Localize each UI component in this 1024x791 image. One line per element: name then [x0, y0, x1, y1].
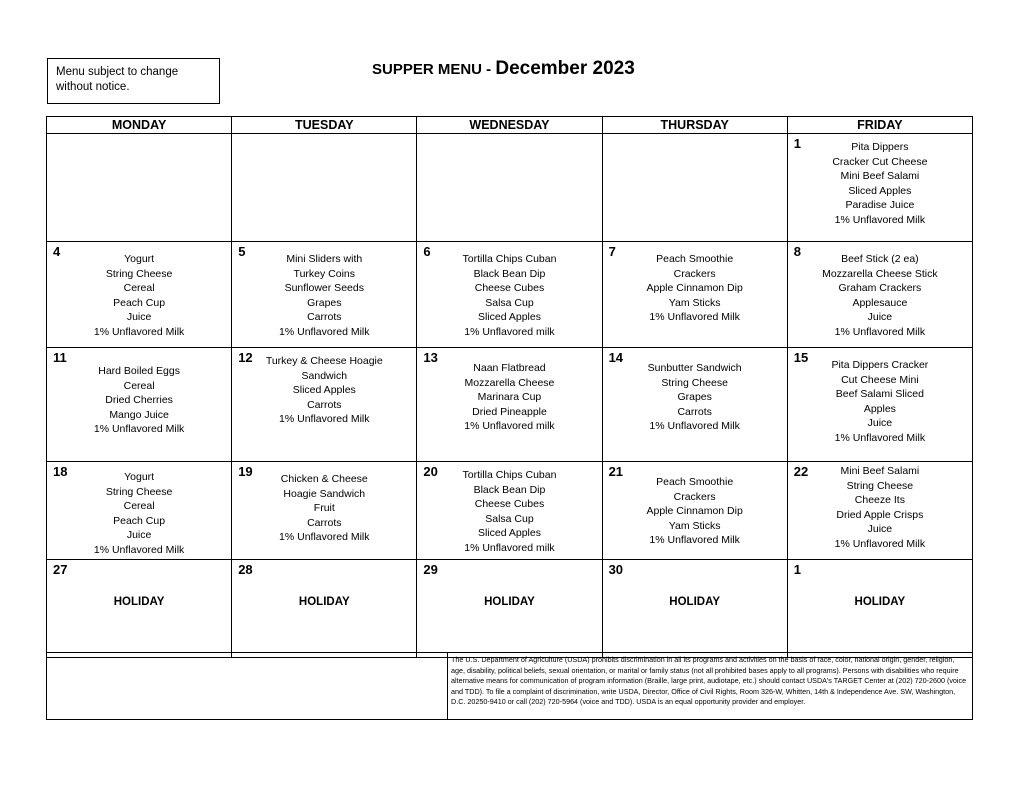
day-number: 8: [793, 244, 801, 259]
menu-item: Mango Juice: [109, 408, 169, 421]
menu-item: Sliced Apples: [477, 527, 541, 539]
day-cell-content: [47, 560, 231, 657]
menu-item-list: [788, 134, 972, 227]
menu-item: Black Bean Dip: [473, 267, 546, 280]
day-cell-content: [47, 242, 231, 347]
day-cell: [417, 134, 602, 242]
menu-item: Peach Cup: [113, 296, 166, 309]
day-cell-content: [417, 560, 601, 657]
menu-item: Cheese Cubes: [474, 282, 545, 294]
day-cell-content: [603, 462, 787, 559]
menu-item-list: [47, 242, 231, 339]
menu-item: Hoagie Sandwich: [283, 487, 366, 500]
day-number: 27: [53, 562, 68, 577]
day-cell-content: [788, 462, 972, 559]
day-cell-content: [47, 462, 231, 559]
day-number: 22: [793, 464, 809, 479]
menu-item: Marinara Cup: [477, 391, 542, 403]
menu-item-list: [603, 242, 787, 325]
day-number: 13: [423, 350, 438, 365]
page-title: [372, 58, 635, 80]
day-cell-content: [232, 462, 416, 559]
day-cell-content: [417, 462, 601, 559]
menu-item: Yogurt: [124, 471, 155, 483]
weekday-friday: FRIDAY: [787, 117, 972, 134]
menu-item: Mozzarella Cheese: [464, 376, 555, 389]
day-cell: [417, 560, 602, 658]
menu-item: 1% Unflavored Milk: [649, 311, 740, 323]
menu-item: Apple Cinnamon Dip: [646, 282, 743, 294]
day-number: 1: [793, 136, 801, 151]
menu-item: Cheeze Its: [854, 494, 905, 506]
menu-item-list: [47, 462, 231, 557]
day-cell: [232, 242, 417, 348]
day-cell: [232, 134, 417, 242]
menu-item: Beef Stick (2 ea): [841, 253, 919, 265]
notice-box: Menu subject to change without notice.: [47, 58, 220, 104]
menu-item: Naan Flatbread: [473, 362, 546, 374]
day-number: 1: [793, 562, 801, 577]
holiday-label: HOLIDAY: [854, 596, 906, 608]
menu-item: Carrots: [307, 311, 342, 323]
menu-item: Apple Cinnamon Dip: [646, 505, 743, 517]
day-number: 21: [608, 464, 624, 479]
menu-item: Juice: [867, 311, 893, 323]
day-cell: [602, 348, 787, 462]
day-cell: [47, 242, 232, 348]
menu-item: 1% Unflavored Milk: [834, 325, 926, 338]
weekday-tuesday: TUESDAY: [232, 117, 417, 134]
menu-item: String Cheese: [105, 485, 173, 498]
menu-item: 1% Unflavored milk: [464, 420, 555, 432]
day-cell: [602, 242, 787, 348]
day-cell: [602, 134, 787, 242]
holiday-label: HOLIDAY: [669, 596, 720, 608]
day-cell-content: [417, 134, 601, 241]
menu-item: 1% Unflavored Milk: [834, 537, 926, 550]
menu-item: 1% Unflavored Milk: [649, 534, 740, 546]
menu-item-list: [788, 462, 972, 551]
menu-item: Juice: [126, 311, 152, 323]
menu-item: 1% Unflavored Milk: [93, 325, 185, 338]
day-cell-content: [232, 348, 416, 461]
menu-item-list: [232, 462, 416, 545]
week-row: [47, 560, 973, 658]
menu-item: Juice: [867, 523, 893, 535]
menu-item: Sliced Apples: [292, 384, 356, 396]
menu-item: 1% Unflavored Milk: [279, 325, 370, 338]
menu-item: 1% Unflavored Milk: [279, 413, 370, 425]
title-main: SUPPER MENU -: [372, 61, 496, 78]
day-cell-content: [788, 242, 972, 347]
menu-item: Mozzarella Cheese Stick: [822, 267, 938, 280]
day-cell-content: [232, 242, 416, 347]
menu-item: Peach Smoothie: [656, 476, 734, 488]
day-cell-content: [788, 560, 972, 657]
day-number: 30: [608, 562, 624, 577]
menu-item: 1% Unflavored Milk: [279, 531, 370, 543]
day-number: 6: [423, 244, 431, 259]
day-cell-content: [788, 134, 972, 241]
day-cell-content: [47, 134, 231, 241]
menu-item: Pita Dippers Cracker: [831, 359, 929, 371]
menu-item: String Cheese: [661, 376, 728, 389]
menu-item: Tortilla Chips Cuban: [462, 469, 557, 481]
menu-item: Tortilla Chips Cuban: [462, 253, 557, 265]
menu-item: 1% Unflavored milk: [464, 325, 555, 338]
week-row: [47, 462, 973, 560]
day-cell-content: [417, 348, 601, 461]
day-cell: [232, 462, 417, 560]
menu-item: Carrots: [307, 516, 342, 529]
menu-item: Juice: [867, 417, 893, 429]
day-cell: [47, 462, 232, 560]
day-number: 12: [238, 350, 253, 365]
menu-item: Crackers: [673, 490, 716, 503]
menu-item: Yam Sticks: [668, 296, 721, 309]
menu-item: Mini Beef Salami: [840, 465, 920, 477]
day-cell: [602, 560, 787, 658]
menu-item-list: [603, 348, 787, 434]
menu-item: Hard Boiled Eggs: [98, 365, 180, 377]
menu-item: 1% Unflavored Milk: [93, 423, 185, 435]
menu-item-list: [788, 242, 972, 339]
menu-item: Carrots: [307, 398, 342, 411]
holiday-label: HOLIDAY: [298, 596, 350, 608]
menu-item: Yam Sticks: [668, 519, 721, 532]
menu-item-list: [417, 462, 601, 555]
menu-item: Grapes: [307, 296, 342, 309]
week-row: [47, 134, 973, 242]
menu-item: Salsa Cup: [485, 296, 534, 309]
menu-item: Cracker Cut Cheese: [832, 155, 928, 168]
week-row: [47, 242, 973, 348]
week-row: [47, 348, 973, 462]
usda-nondiscrimination-statement: The U.S. Department of Agriculture (USDA) prohibits discrimination in all its programs and activities on the basis of race, color, national origin, gender, religion, age, disability, political beliefs, sexual orientation, or marital or family status (not all prohibited bases apply to all programs). Persons with disabilities who require alternative means for communication of program information (Braille, large print, audiotape, etc.) should contact USDA's TARGET Center at (202) 720-2600 (voice and TDD). To file a complaint of discrimination, write USDA, Director, Office of Civil Rights, Room 326-W, Whitten, 14th & Independence Ave. SW, Washington, D.C. 20250-9410 or call (202) 720-5964 (voice and TDD). USDA is an equal opportunity provider and employer.: [451, 655, 967, 706]
menu-item: Peach Smoothie: [656, 253, 734, 265]
menu-item: Pita Dippers: [851, 141, 909, 153]
menu-item-list: [232, 348, 416, 427]
menu-item: Apples: [863, 402, 896, 415]
menu-item: 1% Unflavored Milk: [649, 420, 740, 432]
title-month: December 2023: [495, 58, 635, 79]
menu-item: Yogurt: [124, 253, 155, 265]
menu-item: Cereal: [123, 500, 155, 512]
menu-item: Cereal: [123, 379, 155, 392]
menu-item: Paradise Juice: [845, 199, 915, 211]
day-cell: [787, 242, 972, 348]
menu-item: Dried Pineapple: [472, 405, 547, 418]
menu-item: Cheese Cubes: [474, 498, 545, 510]
menu-item: Mini Sliders with: [286, 253, 363, 265]
day-cell-content: [603, 348, 787, 461]
menu-item: Grapes: [677, 391, 712, 403]
day-number: 7: [608, 244, 616, 259]
menu-item: Beef Salami Sliced: [835, 388, 924, 400]
day-number: 11: [53, 350, 67, 365]
menu-item: 1% Unflavored Milk: [834, 213, 926, 226]
day-cell: [787, 348, 972, 462]
menu-item: Carrots: [677, 405, 712, 418]
day-cell: [417, 462, 602, 560]
day-cell: [232, 348, 417, 462]
day-number: 5: [238, 244, 246, 259]
menu-item: Turkey Coins: [293, 267, 356, 280]
day-cell-content: [788, 348, 972, 461]
menu-item: 1% Unflavored Milk: [93, 543, 185, 556]
day-cell: [47, 134, 232, 242]
menu-item: Peach Cup: [113, 514, 166, 527]
menu-item: Sliced Apples: [477, 311, 541, 323]
weekday-header-row: [47, 117, 973, 134]
menu-calendar: [46, 116, 973, 658]
menu-item: String Cheese: [105, 267, 173, 280]
day-cell-content: [603, 242, 787, 347]
menu-item-list: [603, 462, 787, 548]
day-number: 14: [608, 350, 624, 365]
menu-item: Fruit: [313, 502, 335, 514]
menu-item: Cereal: [123, 282, 155, 294]
footer-divider: [447, 653, 448, 719]
menu-item: Cut Cheese Mini: [841, 373, 919, 386]
menu-item: 1% Unflavored milk: [464, 541, 555, 554]
menu-item: Sandwich: [301, 369, 348, 382]
day-cell-content: [417, 242, 601, 347]
day-cell: [787, 560, 972, 658]
day-number: 19: [238, 464, 253, 479]
menu-item: Salsa Cup: [485, 512, 534, 525]
menu-item: Crackers: [673, 267, 716, 280]
day-cell: [602, 462, 787, 560]
day-number: 29: [423, 562, 438, 577]
day-number: 18: [53, 464, 68, 479]
menu-item: Black Bean Dip: [473, 483, 546, 496]
day-number: 20: [423, 464, 438, 479]
menu-item: Graham Crackers: [838, 282, 922, 294]
menu-item-list: [417, 348, 601, 434]
day-cell: [47, 560, 232, 658]
day-cell: [417, 348, 602, 462]
footer-box: [46, 652, 973, 720]
menu-item: Juice: [126, 529, 152, 541]
menu-item: String Cheese: [846, 479, 914, 492]
holiday-label: HOLIDAY: [484, 596, 535, 608]
holiday-label: HOLIDAY: [113, 596, 165, 608]
menu-item-list: [788, 348, 972, 445]
day-cell: [232, 560, 417, 658]
weekday-wednesday: WEDNESDAY: [417, 117, 602, 134]
day-cell: [47, 348, 232, 462]
day-number: 4: [53, 244, 61, 259]
menu-item: Sunflower Seeds: [284, 282, 364, 294]
menu-item-list: [417, 242, 601, 339]
menu-item: Dried Apple Crisps: [836, 508, 924, 521]
menu-item: Mini Beef Salami: [840, 170, 920, 182]
menu-item: Sunbutter Sandwich: [647, 362, 742, 374]
day-cell-content: [232, 560, 416, 657]
weekday-monday: MONDAY: [47, 117, 232, 134]
menu-item: Turkey & Cheese Hoagie: [265, 355, 383, 367]
weekday-thursday: THURSDAY: [602, 117, 787, 134]
day-cell-content: [232, 134, 416, 241]
day-cell: [787, 134, 972, 242]
day-cell-content: [603, 134, 787, 241]
menu-item-list: [47, 348, 231, 437]
day-cell: [787, 462, 972, 560]
menu-item: Dried Cherries: [105, 394, 173, 406]
day-cell: [417, 242, 602, 348]
menu-item-list: [232, 242, 416, 339]
day-number: 15: [793, 350, 809, 365]
day-cell-content: [603, 560, 787, 657]
menu-item: Applesauce: [852, 296, 908, 309]
menu-item: Chicken & Cheese: [280, 473, 368, 485]
menu-item: Sliced Apples: [848, 184, 912, 197]
day-number: 28: [238, 562, 253, 577]
day-cell-content: [47, 348, 231, 461]
menu-item: 1% Unflavored Milk: [834, 431, 926, 444]
